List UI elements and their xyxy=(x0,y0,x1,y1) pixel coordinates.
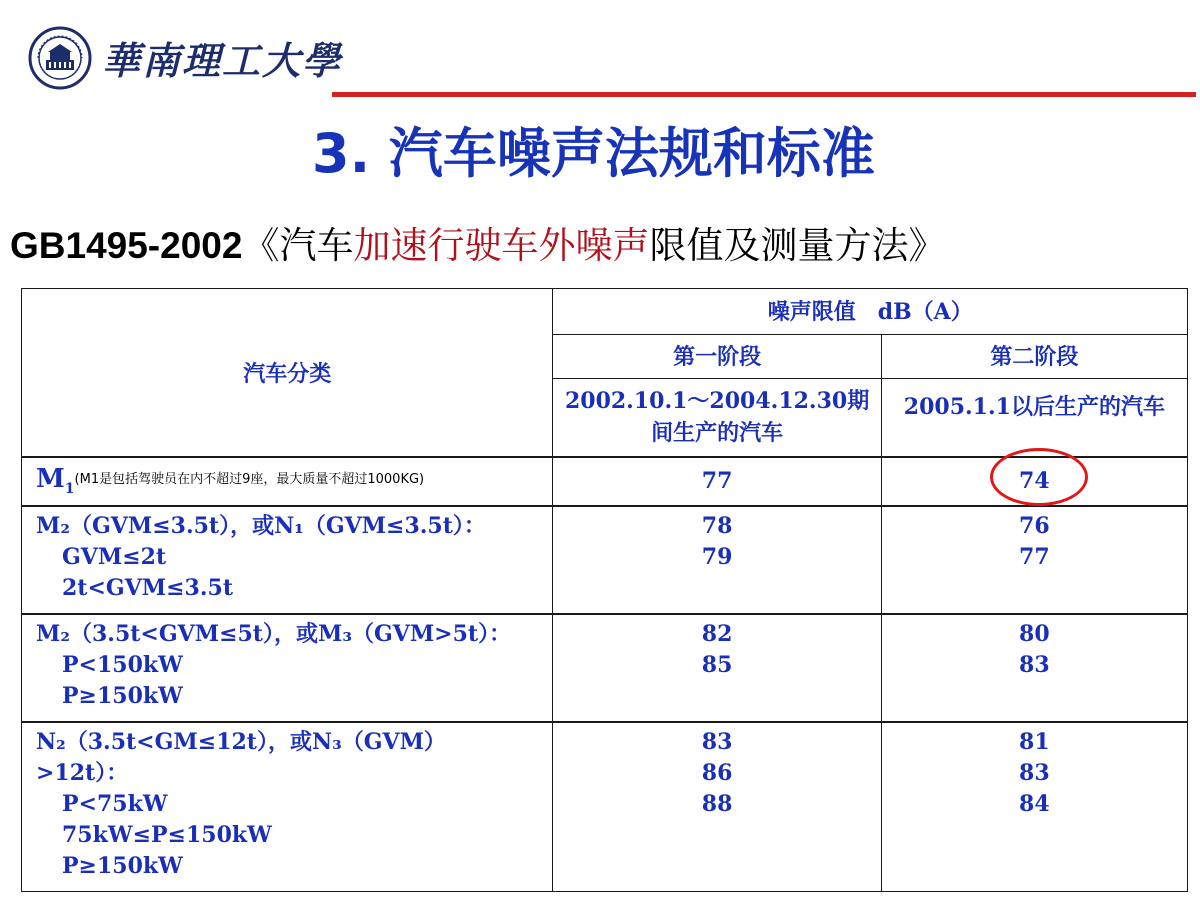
class-line-cont: >12t）： xyxy=(36,759,129,786)
value: 74 xyxy=(1019,467,1050,494)
m1-subscript: 1 xyxy=(64,480,75,497)
value: 78 xyxy=(701,512,733,539)
subtitle-highlight: 加速行驶车外噪声 xyxy=(353,224,650,267)
m1-symbol: M xyxy=(36,463,65,494)
table-row xyxy=(22,614,1188,722)
class-subline: 75kW≤P≤150kW xyxy=(62,821,272,848)
standard-subtitle xyxy=(10,214,1195,278)
university-seal-logo xyxy=(28,26,92,90)
class-subline: P≥150kW xyxy=(62,852,183,879)
value: 86 xyxy=(701,759,733,786)
stage1-values xyxy=(553,457,881,506)
value: 88 xyxy=(701,790,733,817)
header-vehicle-class: 汽车分类 xyxy=(22,289,553,457)
stage1-values xyxy=(553,614,881,722)
value: 82 xyxy=(701,620,733,647)
class-subline: 2t<GVM≤3.5t xyxy=(62,574,233,601)
header-stage2: 第二阶段 xyxy=(881,335,1187,379)
table-row xyxy=(22,457,1188,506)
vehicle-class-n2-n3 xyxy=(22,722,553,892)
header-noise-limit: 噪声限值 dB（A） xyxy=(553,289,1188,335)
standard-code: GB1495-2002 xyxy=(10,225,243,266)
m1-note: (M1是包括驾驶员在内不超过9座，最大质量不超过1000KG) xyxy=(74,471,425,487)
class-subline: GVM≤2t xyxy=(62,543,167,570)
header-stage1-period: 2002.10.1～2004.12.30期间生产的汽车 xyxy=(553,379,881,457)
value: 77 xyxy=(1019,543,1050,570)
value: 84 xyxy=(1019,790,1050,817)
stage2-values xyxy=(881,506,1187,614)
table-row xyxy=(22,722,1188,892)
stage2-values xyxy=(881,722,1187,892)
subtitle-rest: 限值及测量方法》 xyxy=(649,224,946,267)
value: 85 xyxy=(701,651,733,678)
noise-limit-table xyxy=(21,288,1188,892)
header-stage1: 第一阶段 xyxy=(553,335,881,379)
subtitle-open: 《汽车 xyxy=(242,224,354,267)
header-stage2-period: 2005.1.1以后生产的汽车 xyxy=(881,379,1187,457)
value: 79 xyxy=(701,543,733,570)
class-line: M₂（3.5t<GVM≤5t），或M₃（GVM>5t）： xyxy=(36,620,512,647)
value: 77 xyxy=(701,467,733,494)
value: 83 xyxy=(1019,759,1050,786)
vehicle-class-m1 xyxy=(22,457,553,506)
class-subline: P<75kW xyxy=(62,790,168,817)
vehicle-class-m2-m3 xyxy=(22,614,553,722)
table-row xyxy=(22,506,1188,614)
value: 80 xyxy=(1019,620,1050,647)
value: 81 xyxy=(1019,728,1050,755)
class-subline: P<150kW xyxy=(62,651,183,678)
stage2-values xyxy=(881,614,1187,722)
class-subline: P≥150kW xyxy=(62,682,183,709)
stage1-values xyxy=(553,506,881,614)
header-divider xyxy=(332,92,1196,97)
vehicle-class-m2-n1 xyxy=(22,506,553,614)
class-line: M₂（GVM≤3.5t），或N₁（GVM≤3.5t）： xyxy=(36,512,486,539)
university-name: 華南理工大學 xyxy=(102,38,343,83)
stage1-values xyxy=(553,722,881,892)
class-line: N₂（3.5t<GM≤12t），或N₃（GVM） xyxy=(36,728,446,755)
value: 83 xyxy=(1019,651,1050,678)
slide-title: 3. 汽车噪声法规和标准 xyxy=(312,122,875,185)
value: 83 xyxy=(701,728,733,755)
value: 76 xyxy=(1019,512,1050,539)
stage2-values xyxy=(881,457,1187,506)
